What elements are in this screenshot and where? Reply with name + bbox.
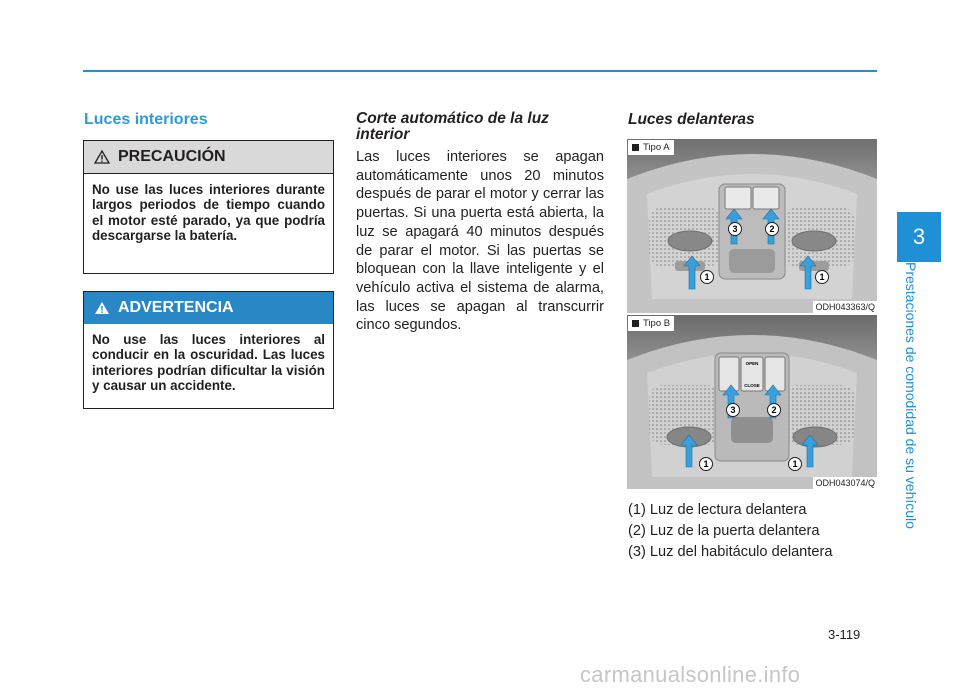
section-title-corte-automatico: Corte automático de la luz interior [356,110,549,143]
square-bullet-icon [632,320,639,327]
open-label: OPEN [745,361,759,366]
caption-2: (2) Luz de la puerta delantera [628,523,820,539]
caption-1: (1) Luz de lectura delantera [628,502,807,518]
marker-2: 2 [769,224,775,234]
caution-triangle-icon [94,150,110,164]
marker-3: 3 [730,405,736,415]
warning-text: No use las luces interiores al conducir en la oscuridad. Las luces interiores podrían dificultar la visión y causar un accidente. [92,332,325,394]
section-title-luces-interiores: Luces interiores [84,111,208,128]
markers-a [627,139,877,313]
watermark: carmanualsonline.info [580,662,801,687]
close-label: CLOSE [744,383,760,388]
figure-tipo-a [627,139,877,313]
marker-3: 3 [732,224,738,234]
marker-1-left: 1 [704,272,710,282]
section-body-corte-automatico: Las luces interiores se apagan automáticamente unos 20 minutos después de parar el motor y cerrar las puertas. Si una puerta está abierta, la luz se apagará 40 minutos después de parar el motor. Si las puertas se bloquean con la llave inteligente y el vehículo activa el sistema de alarma, las luces se apagan al transcurrir cinco segundos. [356,149,604,334]
precaution-box [83,140,334,274]
square-bullet-icon [632,144,639,151]
warning-box [83,291,334,409]
warning-heading: ADVERTENCIA [118,299,234,316]
figure-tag-b: Tipo B [628,316,674,331]
figure-tag-a: Tipo A [628,140,674,155]
figure-captions [628,500,832,563]
warning-header [84,292,333,324]
marker-1-right: 1 [792,459,798,469]
figure-code-b: ODH043074/Q [815,478,875,488]
precaution-heading: PRECAUCIÓN [118,148,226,165]
marker-2: 2 [771,405,777,415]
caption-3: (3) Luz del habitáculo delantera [628,544,833,560]
section-title-luces-delanteras: Luces delanteras [628,111,755,128]
top-rule [83,70,877,72]
chapter-title: Prestaciones de comodidad de su vehículo [903,262,919,529]
figure-code-a: ODH043363/Q [815,302,875,312]
figure-tipo-b [627,315,877,489]
chapter-title-vertical [898,262,924,542]
marker-1-left: 1 [703,459,709,469]
chapter-tab: 3 [897,212,941,262]
warning-triangle-icon [94,301,110,315]
page-number: 3-119 [828,627,861,642]
precaution-header [84,141,333,174]
marker-1-right: 1 [819,272,825,282]
precaution-text: No use las luces interiores durante largos periodos de tiempo cuando el motor esté parado, ya que podría descargarse la batería. [92,182,325,244]
markers-b [627,315,877,489]
